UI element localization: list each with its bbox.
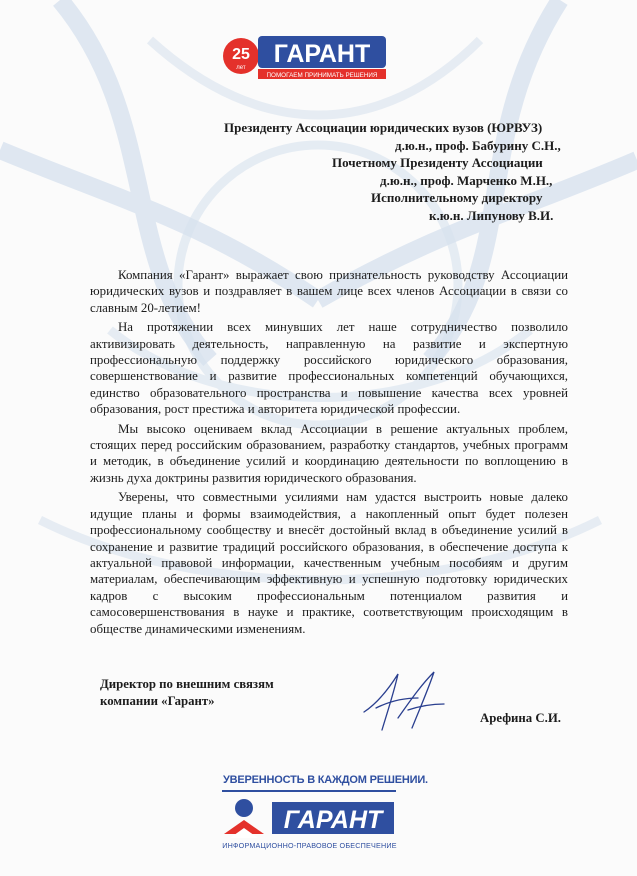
anniversary-years-label: лет bbox=[236, 65, 246, 71]
addressee-line: к.ю.н. Липунову В.И. bbox=[429, 208, 554, 223]
garant-top-logo-graphic bbox=[222, 32, 388, 82]
anniversary-number: 25 bbox=[232, 46, 250, 63]
signatory-title-line: Директор по внешним связям bbox=[100, 677, 274, 691]
garant-footer-logo-graphic bbox=[222, 796, 397, 840]
addressee-line: Почетному Президенту Ассоциации bbox=[332, 155, 543, 171]
signatory-title bbox=[100, 676, 274, 710]
addressee-line: Президенту Ассоциации юридических вузов (ЮРВУЗ) bbox=[224, 120, 543, 135]
body-paragraph: Мы высоко оцениваем вклад Ассоциации в решение актуальных проблем, стоящих перед российским образованием, разработку стандартов, учебных программ и методик, в объединение усилий и координацию деятельности по воплощению в жизнь духа доктрины развития юридического образования. bbox=[90, 421, 568, 485]
addressee-line: д.ю.н., проф. Марченко М.Н., bbox=[380, 172, 553, 188]
tagline-divider bbox=[222, 790, 396, 792]
body-paragraph: На протяжении всех минувших лет наше сотрудничество позволило активизировать деятельность, направленную на развитие и экспертную профессиональную поддержку российского юридического образования, совершенствование и развитие профессиональных компетенций обучающихся, единство образовательного пространства и повышение качества всех уровней образования, рост престижа и авторитета юридической профессии. bbox=[90, 320, 568, 417]
addressee-line: Исполнительному директору bbox=[371, 190, 543, 206]
top-logo-slogan: ПОМОГАЕМ ПРИНИМАТЬ РЕШЕНИЯ bbox=[266, 72, 378, 79]
body-paragraph: Уверены, что совместными усилиями нам удастся выстроить новые далеко идущие планы и формы взаимодействия, а накопленный опыт будет полезен профессиональному сообществу и внесёт достойный вклад в объединение усилий в сохранение и развитие традиций российского образования, в обеспечение доступа к актуальной правовой информации, качественным учебным пособиям и другим материалам, обеспечивающим эффективную и успешную подготовку юридических кадров с высоким профессиональным потенциалом развития и самосовершенствования в науке и практике, соответствующим происходящим в обществе динамическими изменениям. bbox=[90, 490, 568, 636]
signatory-name: Арефина С.И. bbox=[480, 711, 561, 725]
garant-25-logo bbox=[222, 32, 388, 82]
garant-footer-logo bbox=[222, 796, 397, 840]
addressee-line: д.ю.н., проф. Бабурину С.Н., bbox=[395, 137, 561, 153]
footer-subtitle: ИНФОРМАЦИОННО-ПРАВОВОЕ ОБЕСПЕЧЕНИЕ bbox=[222, 841, 397, 850]
footer-logo-brand: ГАРАНТ bbox=[283, 806, 383, 834]
body-paragraph: Компания «Гарант» выражает свою признательность руководству Ассоциации юридических вузов и поздравляет в вашем лице всех членов Ассоциации в связи со славным 20-летием! bbox=[90, 268, 568, 315]
signatory-title-line: компании «Гарант» bbox=[100, 694, 215, 708]
letter-body bbox=[90, 267, 568, 640]
footer-tagline: УВЕРЕННОСТЬ В КАЖДОМ РЕШЕНИИ. bbox=[223, 774, 428, 786]
top-logo-brand: ГАРАНТ bbox=[273, 40, 371, 68]
handwritten-signature bbox=[358, 668, 448, 734]
